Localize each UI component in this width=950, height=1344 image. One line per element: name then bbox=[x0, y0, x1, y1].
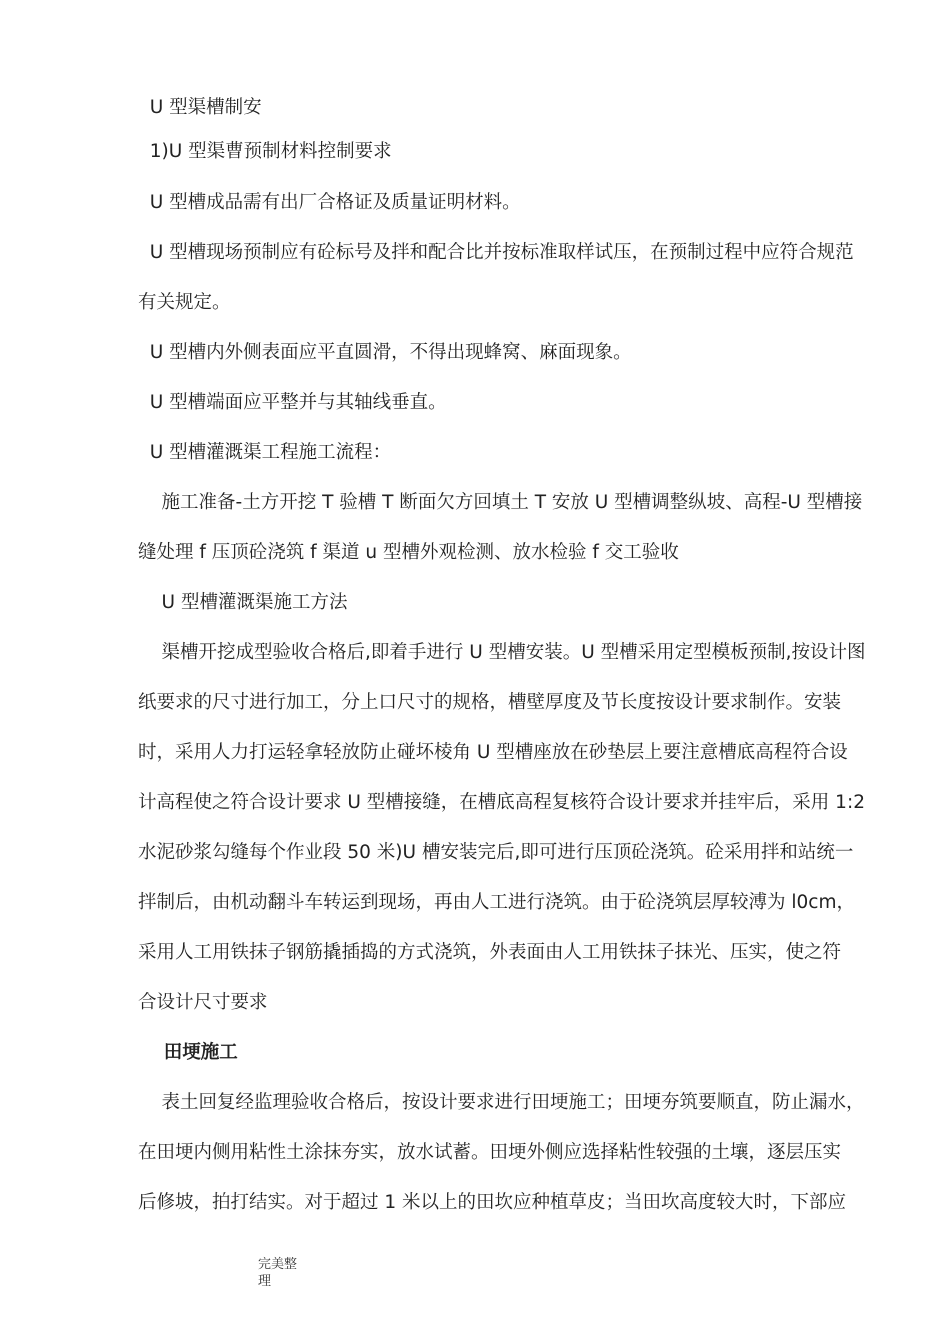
paragraph-line: 时，采用人力打运轻拿轻放防止碰坏棱角 U 型槽座放在砂垫层上要注意槽底高程符合设 bbox=[138, 742, 848, 763]
paragraph-line: 表土回复经监理验收合格后，按设计要求进行田埂施工；田埂夯筑要顺直，防止漏水， bbox=[138, 1092, 865, 1113]
paragraph-line: U 型槽成品需有出厂合格证及质量证明材料。 bbox=[138, 192, 521, 213]
paragraph-line: 后修坡，拍打结实。对于超过 1 米以上的田坎应种植草皮；当田坎高度较大时，下部应 bbox=[138, 1192, 847, 1213]
paragraph-line: U 型槽现场预制应有砼标号及拌和配合比并按标准取样试压，在预制过程中应符合规范 bbox=[138, 242, 854, 263]
paragraph-line: 纸要求的尺寸进行加工，分上口尺寸的规格，槽壁厚度及节长度按设计要求制作。安装 bbox=[138, 692, 842, 713]
paragraph-line: 缝处理 f 压顶砼浇筑 f 渠道 u 型槽外观检测、放水检验 f 交工验收 bbox=[138, 542, 679, 563]
paragraph-line: 采用人工用铁抹子钢筋撬插捣的方式浇筑，外表面由人工用铁抹子抹光、压实，使之符 bbox=[138, 942, 842, 963]
paragraph-line: U 型槽端面应平整并与其轴线垂直。 bbox=[138, 392, 447, 413]
page-footer: 完美整理 bbox=[258, 1257, 298, 1289]
paragraph-line: 在田埂内侧用粘性土涂抹夯实，放水试蓄。田埂外侧应选择粘性较强的土壤，逐层压实 bbox=[138, 1142, 842, 1163]
paragraph-line: U 型槽灌溉渠工程施工流程： bbox=[138, 442, 392, 463]
section-heading-u-channel: U 型渠槽制安 bbox=[138, 97, 262, 118]
paragraph-line: 渠槽开挖成型验收合格后,即着手进行 U 型槽安装。U 型槽采用定型模板预制,按设计图 bbox=[138, 642, 866, 663]
subheading-material-control: 1)U 型渠曹预制材料控制要求 bbox=[138, 141, 392, 162]
paragraph-line: 水泥砂浆勾缝每个作业段 50 米)U 槽安装完后,即可进行压顶砼浇筑。砼采用拌和站统一 bbox=[138, 842, 854, 863]
paragraph-line: U 型槽内外侧表面应平直圆滑，不得出现蜂窝、麻面现象。 bbox=[138, 342, 632, 363]
paragraph-line: 施工准备-土方开挖 T 验槽 T 断面欠方回填土 T 安放 U 型槽调整纵坡、高程-U 型槽接 bbox=[138, 492, 863, 513]
subheading-construction-method: U 型槽灌溉渠施工方法 bbox=[138, 592, 348, 613]
paragraph-line: 拌制后，由机动翻斗车转运到现场，再由人工进行浇筑。由于砼浇筑层厚较溥为 l0cm， bbox=[138, 892, 855, 913]
paragraph-line: 计高程使之符合设计要求 U 型槽接缝，在槽底高程复核符合设计要求并挂牢后，采用 1:2 bbox=[138, 792, 865, 813]
section-heading-field-ridge: 田埂施工 bbox=[138, 1042, 238, 1063]
paragraph-line: 合设计尺寸要求 bbox=[138, 992, 268, 1013]
paragraph-line: 有关规定。 bbox=[138, 292, 231, 313]
